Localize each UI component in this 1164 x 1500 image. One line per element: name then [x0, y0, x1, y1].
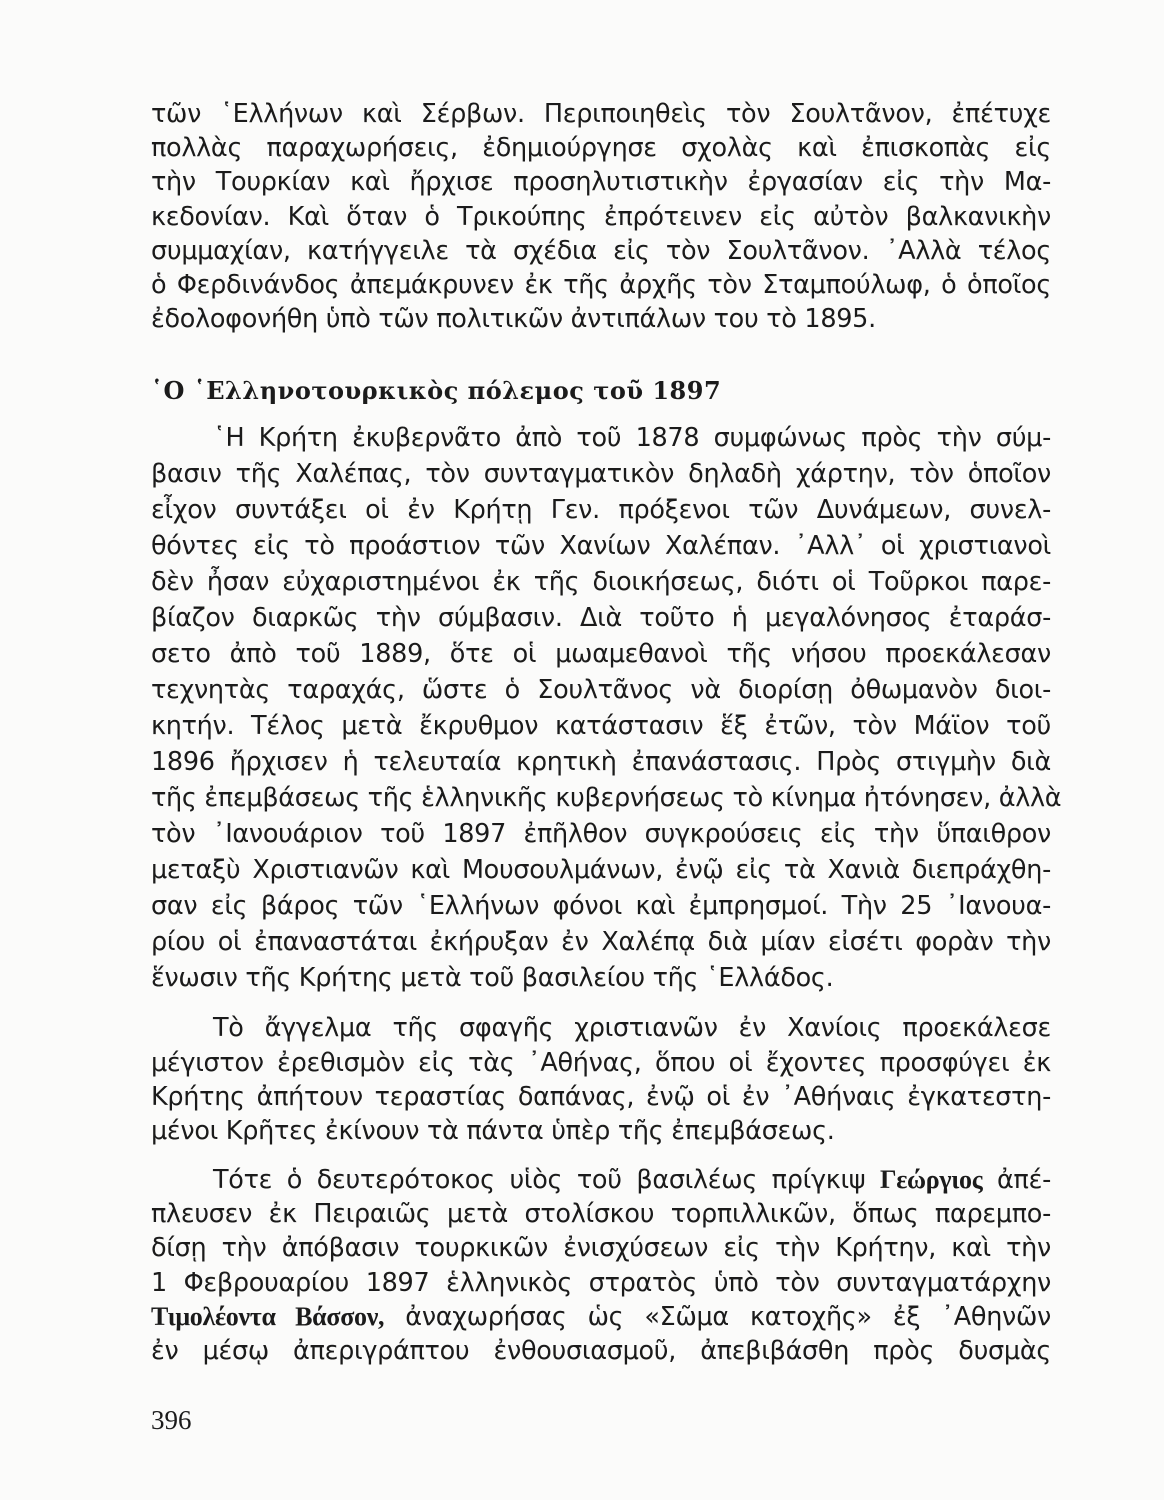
- text-line: ρίου οἱ ἐπαναστάται ἐκήρυξαν ἐν Χαλέπᾳ διὰ μίαν εἰσέτι φορὰν τὴν: [151, 927, 1051, 958]
- text-span: Τότε ὁ δευτερότοκος υἱὸς τοῦ βασιλέως πρίγκιψ: [213, 1165, 880, 1196]
- text-line: [151, 1300, 1051, 1334]
- text-span: ἀναχωρήσας ὡς «Σῶμα κατοχῆς» ἐξ ᾿Αθηνῶν: [384, 1301, 1051, 1332]
- paragraph: [151, 1011, 1051, 1148]
- text-line: ἐν μέσῳ ἀπεριγράπτου ἐνθουσιασμοῦ, ἀπεβιβάσθη πρὸς δυσμὰς: [151, 1336, 1051, 1366]
- text-line: δίσῃ τὴν ἀπόβασιν τουρκικῶν ἐνισχύσεων εἰς τὴν Κρήτην, καὶ τὴν: [151, 1233, 1051, 1264]
- text-line: τῶν ῾Ελλήνων καὶ Σέρβων. Περιποιηθεὶς τὸν Σουλτᾶνον, ἐπέτυχε: [151, 99, 1051, 129]
- text-line: ὁ Φερδινάνδος ἀπεμάκρυνεν ἐκ τῆς ἀρχῆς τὸν Σταμπούλωφ, ὁ ὁποῖος: [151, 269, 1051, 300]
- paragraph: [151, 1163, 1051, 1368]
- text-line: πολλὰς παραχωρήσεις, ἐδημιούργησε σχολὰς καὶ ἐπισκοπὰς εἰς: [151, 133, 1051, 164]
- text-line: ἐδολοφονήθη ὑπὸ τῶν πολιτικῶν ἀντιπάλων του τὸ 1895.: [151, 304, 876, 335]
- text-line: βίαζον διαρκῶς τὴν σύμβασιν. Διὰ τοῦτο ἡ μεγαλόνησος ἐταράσ-: [151, 603, 1051, 634]
- text-line: πλευσεν ἐκ Πειραιῶς μετὰ στολίσκου τορπιλλικῶν, ὅπως παρεμπο-: [151, 1199, 1051, 1230]
- text-line: βασιν τῆς Χαλέπας, τὸν συνταγματικὸν δηλαδὴ χάρτην, τὸν ὁποῖον: [151, 459, 1051, 490]
- text-line: σαν εἰς βάρος τῶν ῾Ελλήνων φόνοι καὶ ἐμπρησμοί. Τὴν 25 ᾿Ιανουα-: [151, 891, 1051, 922]
- text-line: σετο ἀπὸ τοῦ 1889, ὅτε οἱ μωαμεθανοὶ τῆς νήσου προεκάλεσαν: [151, 639, 1051, 670]
- text-line: μεταξὺ Χριστιανῶν καὶ Μουσουλμάνων, ἐνῷ εἰς τὰ Χανιὰ διεπράχθη-: [151, 855, 1051, 886]
- text-line: μένοι Κρῆτες ἐκίνουν τὰ πάντα ὑπὲρ τῆς ἐπεμβάσεως.: [151, 1115, 835, 1146]
- text-span: ἀπέ-: [982, 1165, 1051, 1196]
- text-line: τὸν ᾿Ιανουάριον τοῦ 1897 ἐπῆλθον συγκρούσεις εἰς τὴν ὕπαιθρον: [151, 819, 1051, 850]
- text-line: συμμαχίαν, κατήγγειλε τὰ σχέδια εἰς τὸν Σουλτᾶνον. ᾿Αλλὰ τέλος: [151, 235, 1051, 266]
- text-line: κητήν. Τέλος μετὰ ἔκρυθμον κατάστασιν ἕξ ἐτῶν, τὸν Μάϊον τοῦ: [151, 711, 1051, 742]
- text-line: τεχνητὰς ταραχάς, ὥστε ὁ Σουλτᾶνος νὰ διορίσῃ ὀθωμανὸν διοι-: [151, 675, 1051, 706]
- section-heading: ῾Ο ῾Ελληνοτουρκικὸς πόλεμος τοῦ 1897: [151, 376, 722, 406]
- text-line: ῾Η Κρήτη ἐκυβερνᾶτο ἀπὸ τοῦ 1878 συμφώνως πρὸς τὴν σύμ-: [213, 423, 1051, 454]
- text-line: 1896 ἤρχισεν ἡ τελευταία κρητικὴ ἐπανάστασις. Πρὸς στιγμὴν διὰ: [151, 747, 1051, 778]
- text-line: [151, 1163, 1051, 1197]
- text-line: 1 Φεβρουαρίου 1897 ἑλληνικὸς στρατὸς ὑπὸ τὸν συνταγματάρχην: [151, 1267, 1051, 1298]
- text-line: τῆς ἐπεμβάσεως τῆς ἑλληνικῆς κυβερνήσεως τὸ κίνημα ἠτόνησεν, ἀλλὰ: [151, 783, 1062, 814]
- page-number: 396: [151, 1405, 192, 1435]
- text-line: μέγιστον ἐρεθισμὸν εἰς τὰς ᾿Αθήνας, ὅπου οἱ ἔχοντες προσφύγει ἐκ: [151, 1047, 1051, 1078]
- paragraph: [151, 97, 1051, 336]
- paragraph: [151, 420, 1062, 996]
- text-line: Κρήτης ἀπήτουν τεραστίας δαπάνας, ἐνῷ οἱ ἐν ᾿Αθήναις ἐγκατεστη-: [151, 1081, 1051, 1112]
- text-line: κεδονίαν. Καὶ ὅταν ὁ Τρικούπης ἐπρότεινεν εἰς αὐτὸν βαλκανικὴν: [151, 201, 1051, 232]
- text-line: τὴν Τουρκίαν καὶ ἤρχισε προσηλυτιστικὴν ἐργασίαν εἰς τὴν Μα-: [151, 167, 1051, 198]
- bold-name: Γεώργιος: [880, 1165, 983, 1195]
- text-line: εἶχον συντάξει οἱ ἐν Κρήτῃ Γεν. πρόξενοι τῶν Δυνάμεων, συνελ-: [151, 495, 1051, 526]
- text-line: Τὸ ἄγγελμα τῆς σφαγῆς χριστιανῶν ἐν Χανίοις προεκάλεσε: [213, 1013, 1051, 1044]
- text-line: θόντες εἰς τὸ προάστιον τῶν Χανίων Χαλέπαν. ᾿Αλλ᾿ οἱ χριστιανοὶ: [151, 531, 1051, 562]
- page-body: [151, 97, 1062, 1383]
- text-line: ἕνωσιν τῆς Κρήτης μετὰ τοῦ βασιλείου τῆς ῾Ελλάδος.: [151, 963, 834, 994]
- bold-name: Τιμολέοντα Βάσσον,: [151, 1301, 385, 1331]
- text-line: δὲν ἦσαν εὐχαριστημένοι ἐκ τῆς διοικήσεως, διότι οἱ Τοῦρκοι παρε-: [151, 567, 1051, 598]
